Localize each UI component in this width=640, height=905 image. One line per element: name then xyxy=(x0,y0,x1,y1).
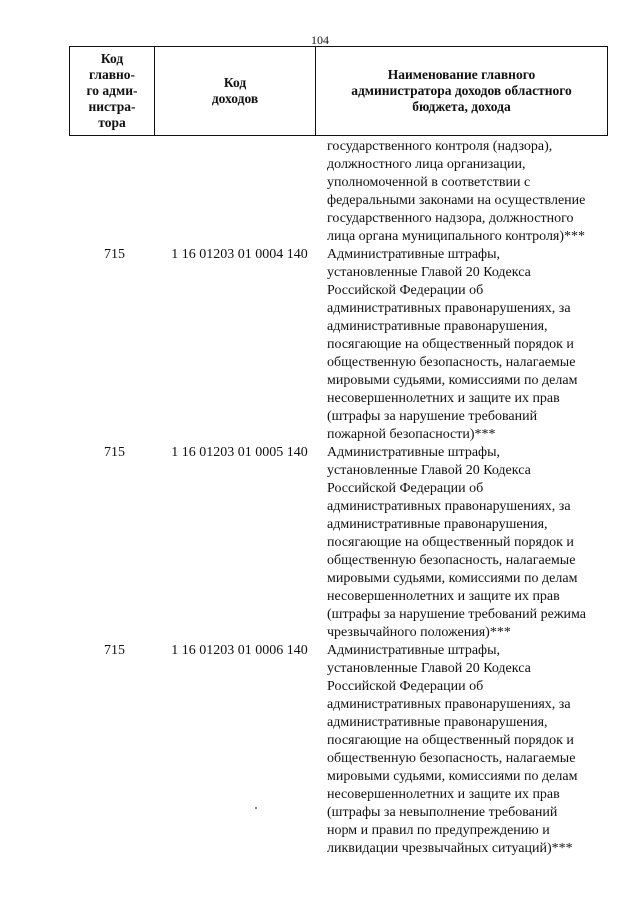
admin-code-cell xyxy=(69,136,154,246)
admin-code-cell: 715 xyxy=(104,445,125,460)
header-revenue-code xyxy=(154,47,315,135)
scan-speck xyxy=(255,807,257,809)
revenue-code-cell xyxy=(154,136,315,246)
table-header xyxy=(69,46,608,136)
header-admin-code-label: Код главно- го адми- нистра- тора xyxy=(86,51,138,130)
revenue-name-cell: государственного контроля (надзора), должностного лица организации, уполномоченной в соответствии с федеральными законами на осуществление государственного надзора, должностного лица органа муниципального контроля)*** xyxy=(327,139,586,244)
revenue-name-cell: Административные штрафы, установленные Главой 20 Кодекса Российской Федерации об административных правонарушениях, за административные правонарушения, посягающие на общественный порядок и общественную безопасность, налагаемые мировыми судьями, комиссиями по делам несовершеннолетних и защите их прав (штрафы за нарушение требований пожарной безопасности)*** xyxy=(327,247,578,442)
header-name-label: Наименование главного администратора доходов областного бюджета, дохода xyxy=(351,67,572,114)
page-number: 104 xyxy=(311,33,329,47)
admin-code-cell: 715 xyxy=(104,643,125,658)
header-revenue-code-label: Код доходов xyxy=(211,75,259,106)
header-name xyxy=(315,47,608,135)
revenue-code-cell: 1 16 01203 01 0005 140 xyxy=(171,445,308,460)
revenue-codes-table xyxy=(69,46,608,858)
table-row xyxy=(69,136,608,246)
revenue-name-cell: Административные штрафы, установленные Главой 20 Кодекса Российской Федерации об административных правонарушениях, за административные правонарушения, посягающие на общественный порядок и общественную безопасность, налагаемые мировыми судьями, комиссиями по делам несовершеннолетних и защите их прав (штрафы за нарушение требований режима чрезвычайного положения)*** xyxy=(327,445,586,640)
revenue-code-cell: 1 16 01203 01 0004 140 xyxy=(171,247,308,262)
table-row xyxy=(69,642,608,858)
table-row xyxy=(69,444,608,642)
admin-code-cell: 715 xyxy=(104,247,125,262)
revenue-name-cell: Административные штрафы, установленные Главой 20 Кодекса Российской Федерации об административных правонарушениях, за административные правонарушения, посягающие на общественный порядок и общественную безопасность, налагаемые мировыми судьями, комиссиями по делам несовершеннолетних и защите их прав (штрафы за невыполнение требований норм и правил по предупреждению и ликвидации чрезвычайных ситуаций)*** xyxy=(327,643,578,856)
revenue-code-cell: 1 16 01203 01 0006 140 xyxy=(171,643,308,658)
header-admin-code xyxy=(69,47,154,135)
table-body xyxy=(69,136,608,858)
table-row xyxy=(69,246,608,444)
